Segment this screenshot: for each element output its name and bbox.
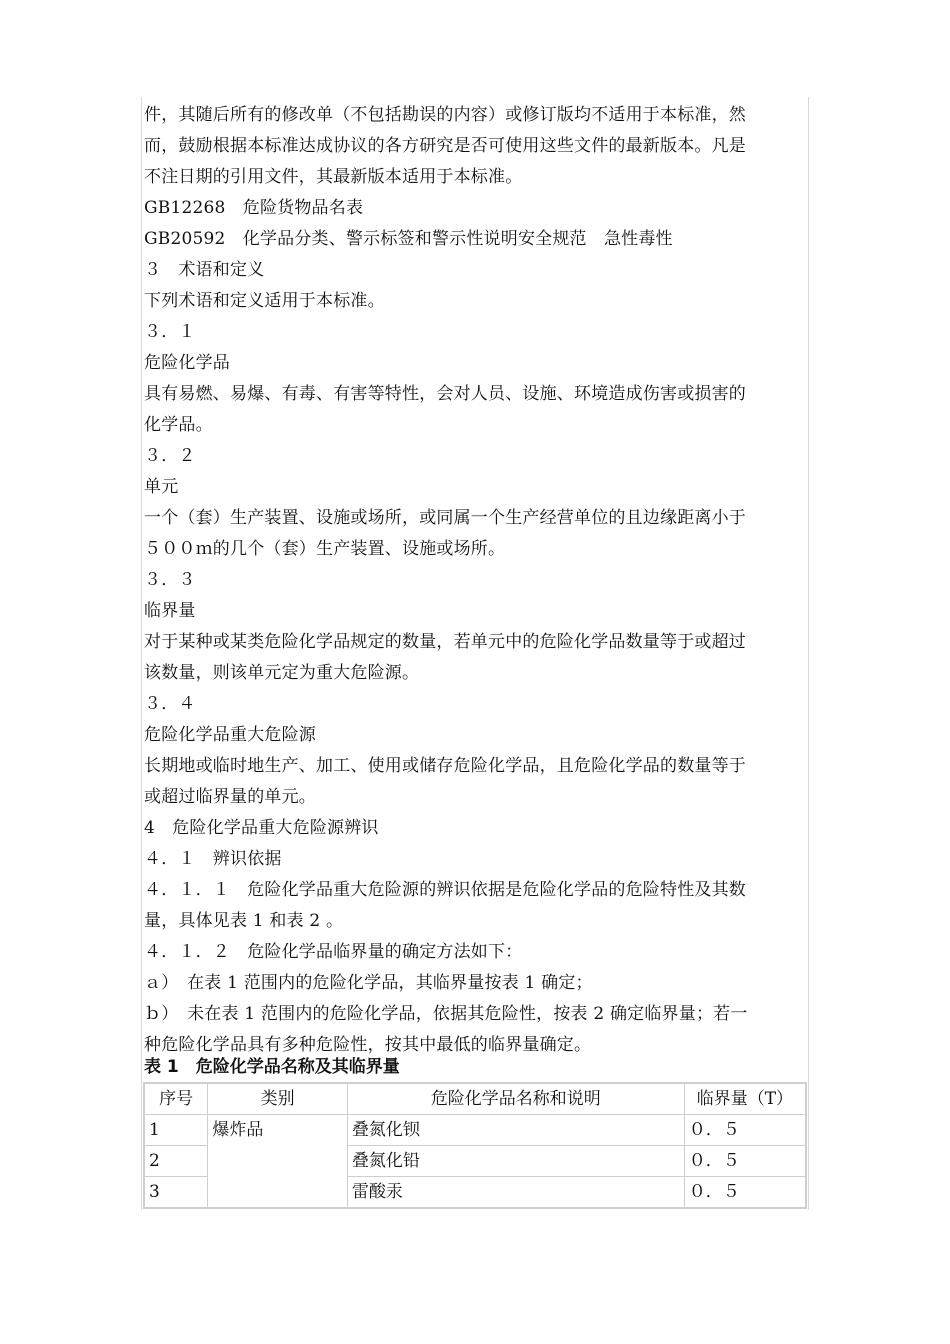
term: 临界量	[144, 601, 196, 621]
text-line: 长期地或临时地生产、加工、使用或储存危险化学品，且危险化学品的数量等于	[144, 756, 746, 776]
text-line: ４．１．２ 危险化学品临界量的确定方法如下：	[144, 942, 523, 962]
cell-name: 叠氮化铅	[347, 1146, 684, 1177]
text-line: 件，其随后所有的修改单（不包括勘误的内容）或修订版均不适用于本标准，然	[144, 105, 746, 125]
cell-no: 1	[144, 1115, 208, 1146]
text-line: 一个（套）生产装置、设施或场所，或同属一个生产经营单位的且边缘距离小于	[144, 508, 746, 528]
term: 危险化学品	[144, 353, 230, 373]
text-line: 种危险化学品具有多种危险性，按其中最低的临界量确定。	[144, 1035, 592, 1055]
critical-quantity-table	[143, 1082, 807, 1209]
table-caption: 表 1 危险化学品名称及其临界量	[144, 1057, 400, 1077]
text-line: 量，具体见表 1 和表 2 。	[144, 911, 344, 931]
table-row	[144, 1115, 806, 1146]
section-heading: ３ 术语和定义	[144, 260, 265, 280]
header-name: 危险化学品名称和说明	[347, 1083, 684, 1115]
reference-line: GB12268 危险货物品名表	[144, 198, 364, 218]
header-quantity: 临界量（T）	[684, 1083, 806, 1115]
term: 危险化学品重大危险源	[144, 725, 316, 745]
text-line: 或超过临界量的单元。	[144, 787, 316, 807]
table-header-row	[144, 1083, 806, 1115]
reference-line: GB20592 化学品分类、警示标签和警示性说明安全规范 急性毒性	[144, 229, 673, 249]
text-line: 该数量，则该单元定为重大危险源。	[144, 663, 420, 683]
text-line: 具有易燃、易爆、有毒、有害等特性，会对人员、设施、环境造成伤害或损害的	[144, 384, 746, 404]
text-line: 对于某种或某类危险化学品规定的数量，若单元中的危险化学品数量等于或超过	[144, 632, 746, 652]
section-heading: 4 危险化学品重大危险源辨识	[144, 818, 379, 838]
text-line: ５００ｍ的几个（套）生产装置、设施或场所。	[144, 539, 506, 559]
cell-name: 雷酸汞	[347, 1177, 684, 1209]
clause-number: ３．３	[144, 570, 196, 590]
list-item: ｂ） 未在表 1 范围内的危险化学品，依据其危险性，按表 2 确定临界量；若一	[144, 1004, 748, 1024]
cell-quantity: ０．５	[684, 1115, 806, 1146]
cell-no: 2	[144, 1146, 208, 1177]
text-line: ４．１．１ 危险化学品重大危险源的辨识依据是危险化学品的危险特性及其数	[144, 880, 746, 900]
clause-number: ３．２	[144, 446, 196, 466]
clause-heading: ４．１ 辨识依据	[144, 849, 282, 869]
cell-name: 叠氮化钡	[347, 1115, 684, 1146]
term: 单元	[144, 477, 179, 497]
cell-no: 3	[144, 1177, 208, 1209]
text-line: 下列术语和定义适用于本标准。	[144, 291, 385, 311]
cell-category: 爆炸品	[208, 1115, 348, 1209]
text-line: 而，鼓励根据本标准达成协议的各方研究是否可使用这些文件的最新版本。凡是	[144, 136, 746, 156]
list-item: ａ） 在表 1 范围内的危险化学品，其临界量按表 1 确定；	[144, 973, 593, 993]
clause-number: ３．１	[144, 322, 196, 342]
cell-quantity: ０．５	[684, 1177, 806, 1209]
header-category: 类别	[208, 1083, 348, 1115]
header-no: 序号	[144, 1083, 208, 1115]
cell-quantity: ０．５	[684, 1146, 806, 1177]
clause-number: ３．４	[144, 694, 196, 714]
text-line: 不注日期的引用文件，其最新版本适用于本标准。	[144, 167, 523, 187]
text-line: 化学品。	[144, 415, 213, 435]
